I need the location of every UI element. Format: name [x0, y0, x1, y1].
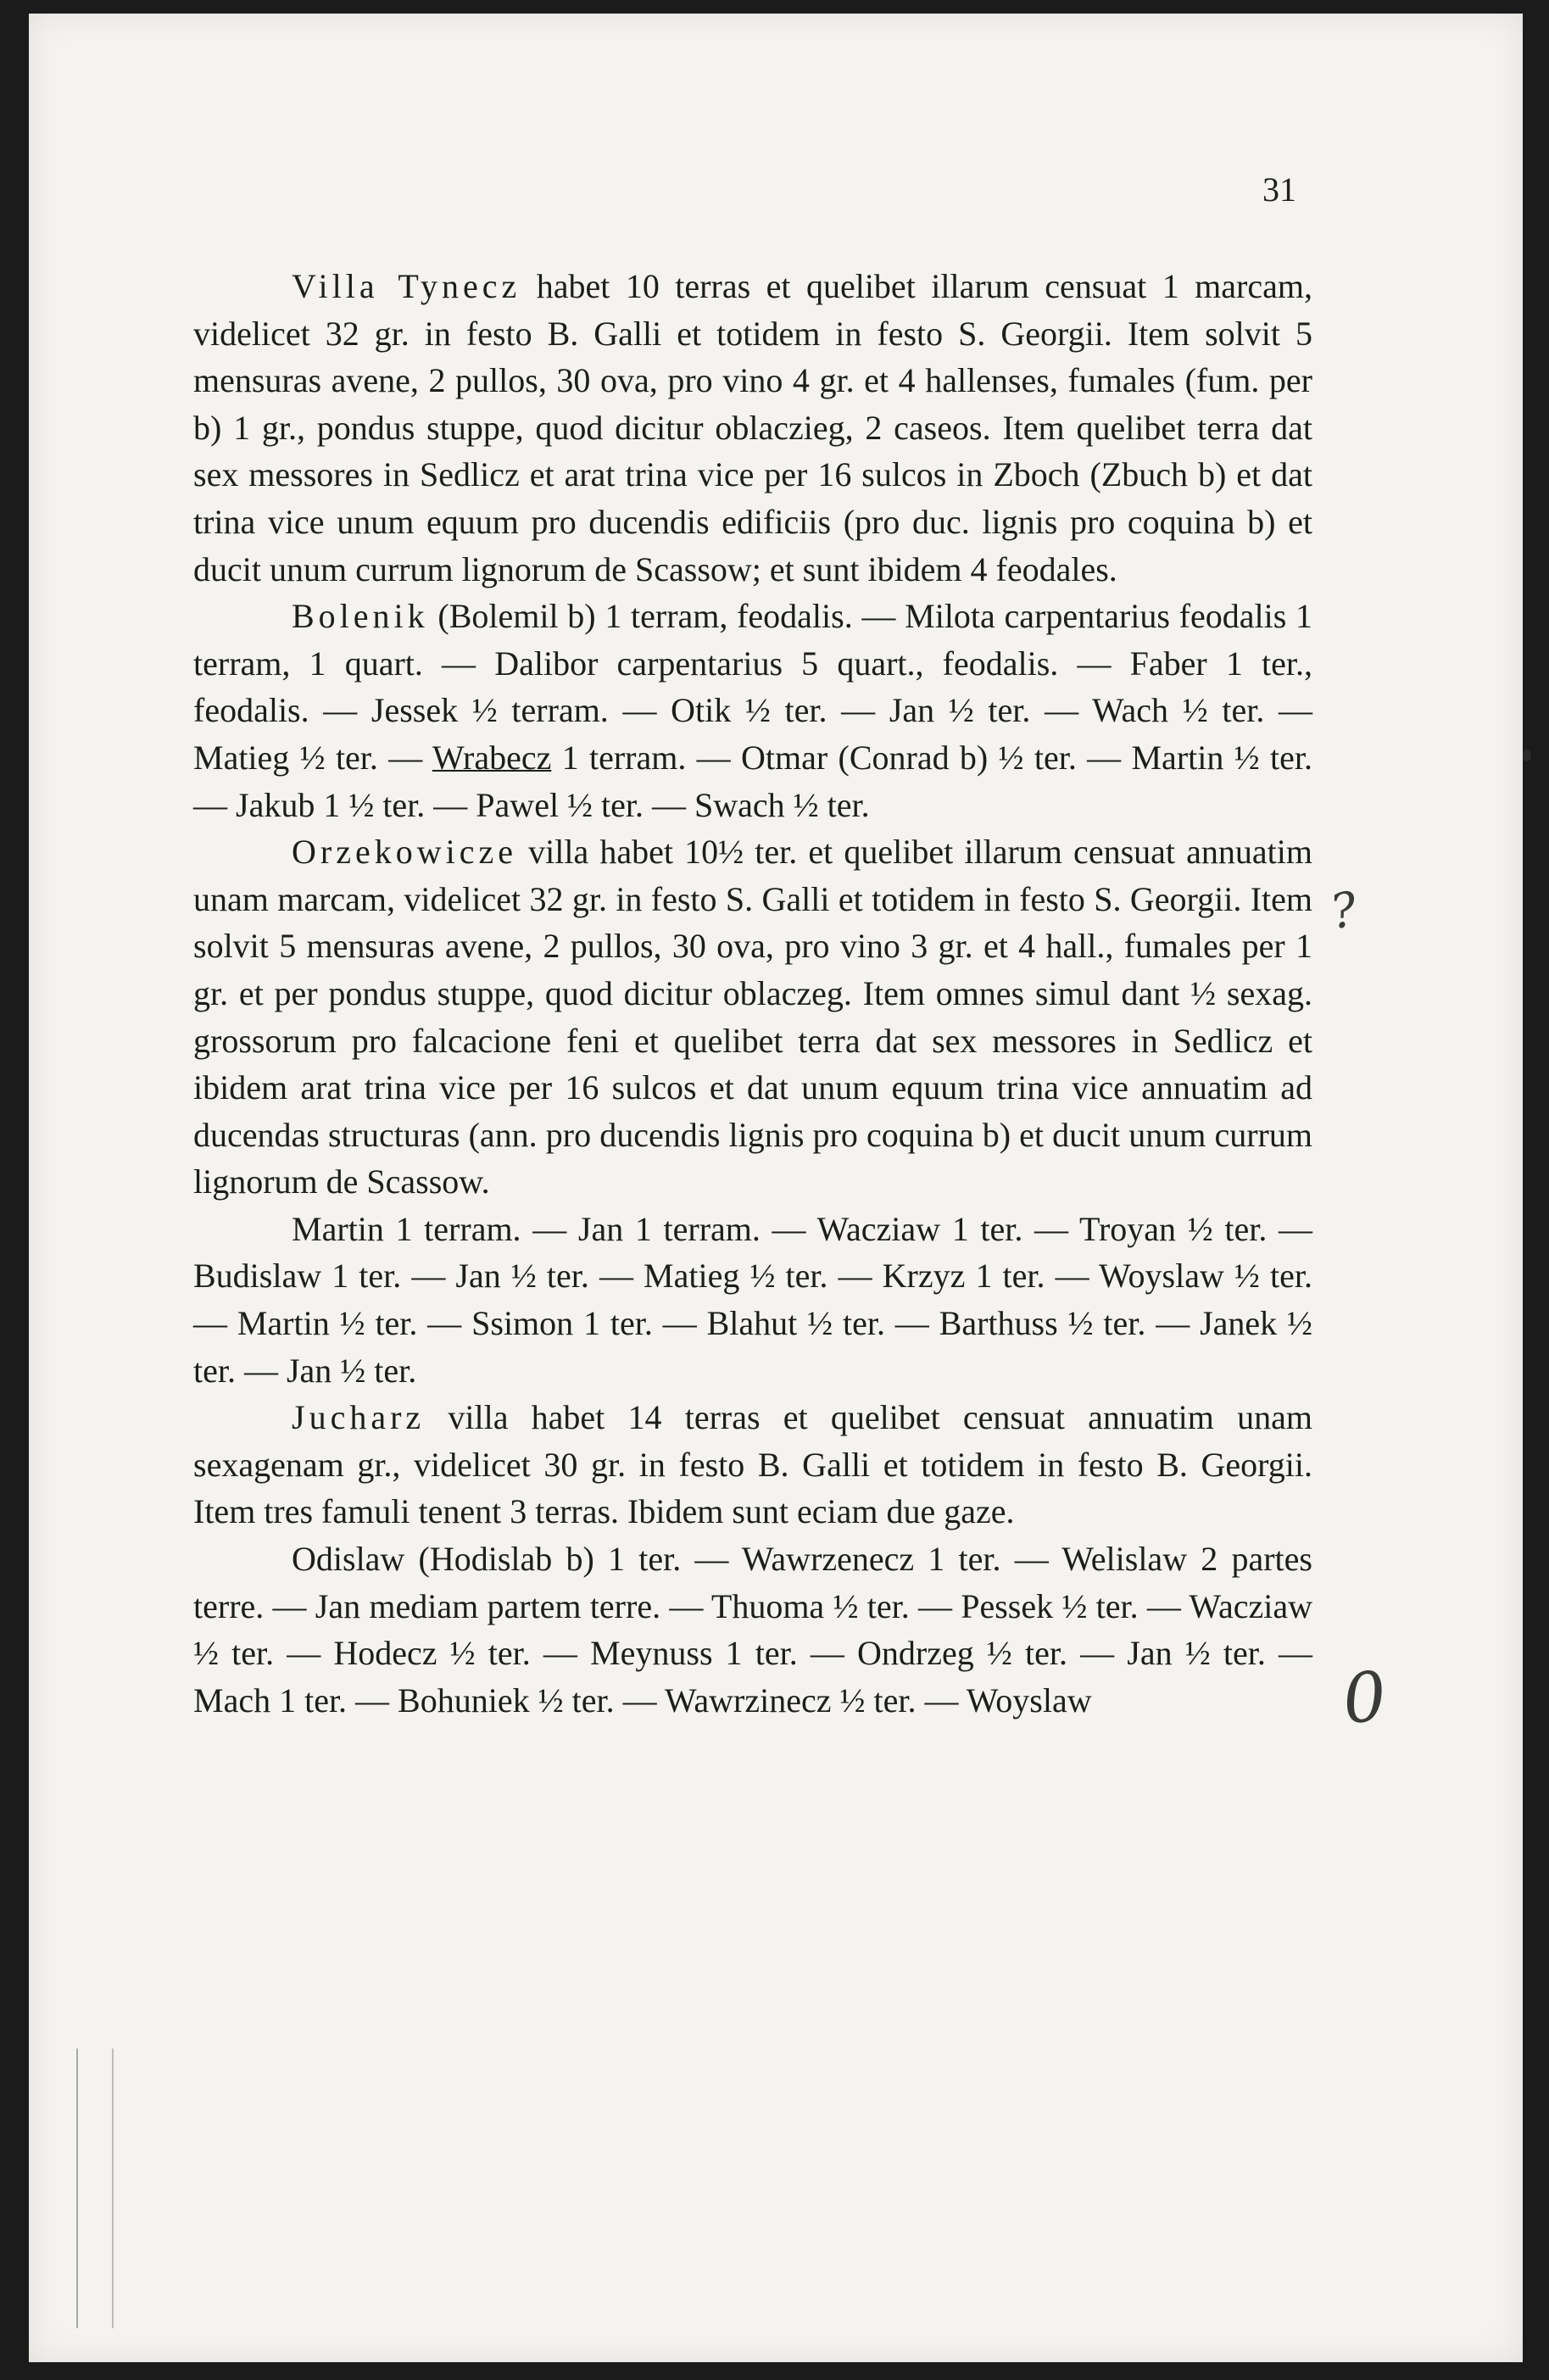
place-name: Jucharz	[292, 1398, 426, 1437]
paragraph	[193, 1536, 1312, 1724]
margin-annotation-question: ?	[1326, 881, 1362, 941]
paragraph	[193, 1394, 1312, 1536]
place-name: Villa Tynecz	[292, 267, 521, 305]
paragraph	[193, 263, 1312, 593]
underlined-name: Wrabecz	[432, 738, 552, 777]
paragraph-text: habet 10 terras et quelibet illarum censuat 1 marcam, videlicet 32 gr. in festo B. Galli et totidem in festo S. Georgii. Item solvit 5 mensuras avene, 2 pullos, 30 ova, pro vino 4 gr. et 4 hallenses, fumales (fum. per b) 1 gr., pondus stuppe, quod dicitur oblaczieg, 2 caseos. Item quelibet terra dat sex messores in Sedlicz et arat trina vice per 16 sulcos in Zboch (Zbuch b) et dat trina vice unum equum pro ducendis edificiis (pro duc. lignis pro coquina b) et ducit unum currum lignorum de Scassow; et sunt ibidem 4 feodales.	[193, 267, 1312, 588]
paragraph	[193, 828, 1312, 1206]
paragraph-text: Martin 1 terram. — Jan 1 terram. — Wacziaw 1 ter. — Troyan ½ ter. — Budislaw 1 ter. — Jan ½ ter. — Matieg ½ ter. — Krzyz 1 ter. — Woyslaw ½ ter. — Martin ½ ter. — Ssimon 1 ter. — Blahut ½ ter. — Barthuss ½ ter. — Janek ½ ter. — Jan ½ ter.	[193, 1209, 1312, 1390]
paragraph-text: Odislaw (Hodislab b) 1 ter. — Wawrzenecz 1 ter. — Welislaw 2 partes terre. — Jan mediam partem terre. — Thuoma ½ ter. — Pessek ½ ter. — Wacziaw ½ ter. — Hodecz ½ ter. — Meynuss 1 ter. — Ondrzeg ½ ter. — Jan ½ ter. — Mach 1 ter. — Bohuniek ½ ter. — Wawrzinecz ½ ter. — Woyslaw	[193, 1540, 1312, 1720]
paragraph-text: villa habet 14 terras et quelibet censuat annuatim unam sexagenam gr., videlicet 30 gr. in festo B. Galli et totidem in festo B. Georgii. Item tres famuli tenent 3 terras. Ibidem sunt eciam due gaze.	[193, 1398, 1312, 1531]
paragraph	[193, 1206, 1312, 1394]
place-name: Bolenik	[292, 597, 429, 636]
binding-edge	[76, 2048, 114, 2328]
document-body	[193, 263, 1312, 1724]
paragraph	[193, 593, 1312, 828]
page-number: 31	[1262, 170, 1296, 209]
ink-dot	[1523, 750, 1531, 761]
paragraph-text: (Bolemil b) 1 terram, feodalis. — Milota carpentarius feodalis 1 terram, 1 quart. — Dalibor carpentarius 5 quart., feodalis. — Faber 1 ter., feodalis. — Jessek ½ terram. — Otik ½ ter. — Jan ½ ter. — Wach ½ ter. — Matieg ½ ter. —	[193, 597, 1312, 777]
paragraph-text: 1 terram. — Otmar (Conrad b) ½ ter. — Martin ½ ter. — Jakub 1 ½ ter. — Pawel ½ ter. — Swach ½ ter.	[193, 738, 1312, 824]
place-name: Orzekowicze	[292, 833, 517, 872]
paragraph-text: villa habet 10½ ter. et quelibet illarum censuat annuatim unam marcam, videlicet 32 gr. in festo S. Galli et totidem in festo S. Georgii. Item solvit 5 mensuras avene, 2 pullos, 30 ova, pro vino 3 gr. et 4 hall., fumales per 1 gr. et per pondus stuppe, quod dicitur oblaczeg. Item omnes simul dant ½ sexag. grossorum pro falcacione feni et quelibet terra dat sex messores in Sedlicz et ibidem arat trina vice per 16 sulcos et dat unum equum trina vice annuatim ad ducendas structuras (ann. pro ducendis lignis pro coquina b) et ducit unum currum lignorum de Scassow.	[193, 833, 1312, 1201]
document-page	[29, 14, 1523, 2362]
margin-annotation-zero: 0	[1339, 1656, 1390, 1740]
